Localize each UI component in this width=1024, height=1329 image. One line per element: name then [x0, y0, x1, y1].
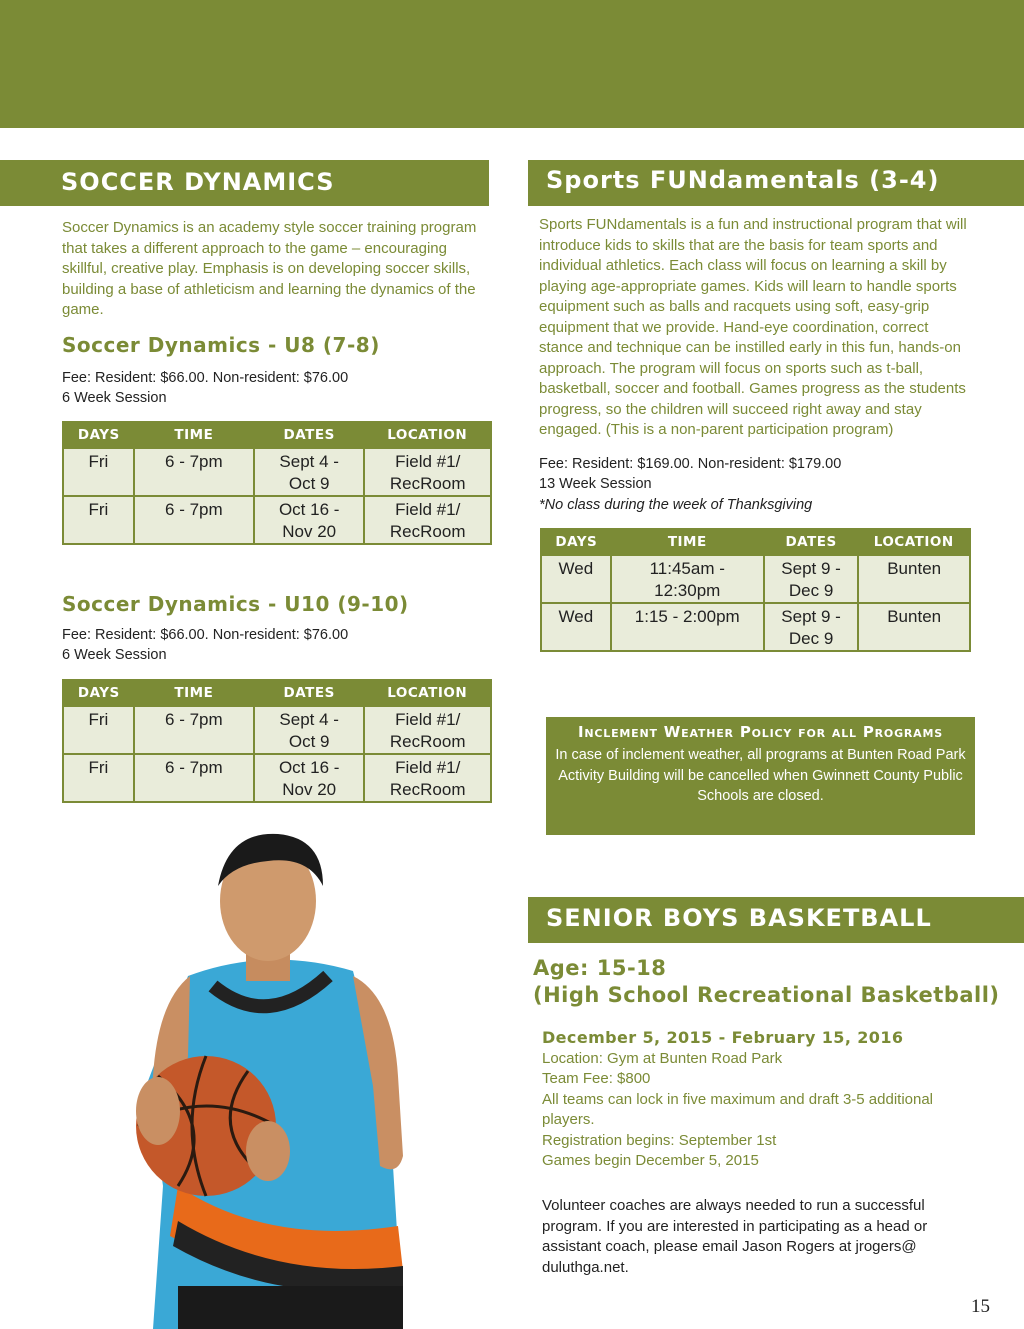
col-dates: DATES — [764, 529, 859, 555]
sports-header-text: Sports FUNdamentals (3-4) — [546, 166, 940, 194]
table-row — [541, 555, 970, 603]
cell-location: Field #1/ RecRoom — [364, 754, 491, 802]
col-location: LOCATION — [858, 529, 970, 555]
cell-dates: Sept 4 - Oct 9 — [254, 448, 364, 496]
cell-dates: Sept 9 - Dec 9 — [764, 603, 859, 651]
soccer-u8-session: 6 Week Session — [62, 390, 167, 406]
soccer-u10-session: 6 Week Session — [62, 647, 167, 663]
basketball-header — [528, 897, 1024, 943]
weather-policy-body: In case of inclement weather, all programs at Bunten Road Park Activity Building will be cancelled when Gwinnett County Public Schools are closed. — [555, 747, 966, 804]
soccer-dynamics-header — [0, 160, 489, 206]
cell-time: 11:45am - 12:30pm — [611, 555, 764, 603]
soccer-u8-table — [62, 421, 492, 545]
sports-table — [540, 528, 971, 652]
cell-dates: Oct 16 - Nov 20 — [254, 754, 364, 802]
sports-note: *No class during the week of Thanksgiving — [539, 497, 813, 513]
cell-time: 6 - 7pm — [134, 448, 254, 496]
basketball-volunteer: Volunteer coaches are always needed to run a successful program. If you are interested in participating as a head or assistant coach, please email Jason Rogers at jrogers@ duluthga.net. — [542, 1197, 928, 1276]
cell-dates: Oct 16 - Nov 20 — [254, 496, 364, 544]
cell-day: Fri — [63, 496, 134, 544]
table-header-row — [63, 422, 491, 448]
basketball-teams: All teams can lock in five maximum and draft 3-5 additional players. — [542, 1090, 934, 1128]
cell-dates: Sept 4 - Oct 9 — [254, 706, 364, 754]
soccer-header-text: SOCCER DYNAMICS — [61, 168, 335, 196]
col-days: DAYS — [63, 422, 134, 448]
page-number: 15 — [971, 1296, 990, 1317]
table-row — [63, 448, 491, 496]
cell-day: Fri — [63, 706, 134, 754]
basketball-games: Games begin December 5, 2015 — [542, 1152, 759, 1169]
col-dates: DATES — [254, 422, 364, 448]
basketball-header-text: SENIOR BOYS BASKETBALL — [546, 904, 932, 932]
weather-policy-box — [546, 717, 975, 835]
top-banner — [0, 0, 1024, 128]
basketball-fee: Team Fee: $800 — [542, 1070, 651, 1087]
cell-dates: Sept 9 - Dec 9 — [764, 555, 859, 603]
basketball-registration: Registration begins: September 1st — [542, 1131, 777, 1149]
cell-day: Wed — [541, 603, 611, 651]
cell-location: Field #1/ RecRoom — [364, 496, 491, 544]
basketball-dates: December 5, 2015 - February 15, 2016 — [542, 1028, 904, 1047]
soccer-u10-table — [62, 679, 492, 803]
soccer-u8-fee: Fee: Resident: $66.00. Non-resident: $76.00 — [62, 370, 349, 386]
sports-intro: Sports FUNdamentals is a fun and instructional program that will introduce kids to skills that are the basis for team sports and individual athletics. Each class will focus on learning a skill by playing age-appropriate games. Kids will learn to handle sports equipment such as balls and racquets using soft, easy-grip equipment that we provide. Hand-eye coordination, correct stance and technique can be instilled early in this fun, hands-on approach. The program will focus on sports such as t-ball, basketball, soccer and football. Games progress as the students progress, so the children will succeed right away and stay engaged. (This is a non-parent participation program) — [539, 216, 967, 438]
cell-day: Wed — [541, 555, 611, 603]
sports-fundamentals-header — [528, 160, 1024, 206]
soccer-u8-title: Soccer Dynamics - U8 (7-8) — [62, 333, 380, 357]
weather-policy-title: Inclement Weather Policy for all Programs — [578, 723, 943, 741]
col-dates: DATES — [254, 680, 364, 706]
table-row — [63, 706, 491, 754]
sports-session: 13 Week Session — [539, 476, 652, 492]
col-location: LOCATION — [364, 422, 491, 448]
table-header-row — [63, 680, 491, 706]
cell-time: 6 - 7pm — [134, 496, 254, 544]
basketball-age: Age: 15-18 — [533, 956, 667, 980]
cell-location: Field #1/ RecRoom — [364, 448, 491, 496]
basketball-details — [542, 1028, 962, 1172]
col-days: DAYS — [541, 529, 611, 555]
col-location: LOCATION — [364, 680, 491, 706]
col-time: TIME — [611, 529, 764, 555]
cell-time: 1:15 - 2:00pm — [611, 603, 764, 651]
soccer-u10-fee: Fee: Resident: $66.00. Non-resident: $76.00 — [62, 627, 349, 643]
cell-location: Field #1/ RecRoom — [364, 706, 491, 754]
col-days: DAYS — [63, 680, 134, 706]
cell-location: Bunten — [858, 555, 970, 603]
basketball-subtitle: (High School Recreational Basketball) — [533, 983, 1000, 1007]
cell-time: 6 - 7pm — [134, 706, 254, 754]
cell-time: 6 - 7pm — [134, 754, 254, 802]
table-row — [63, 754, 491, 802]
table-row — [63, 496, 491, 544]
soccer-u10-title: Soccer Dynamics - U10 (9-10) — [62, 592, 409, 616]
sports-fee: Fee: Resident: $169.00. Non-resident: $179.00 — [539, 456, 842, 472]
boy-with-basketball-photo — [118, 826, 418, 1329]
col-time: TIME — [134, 422, 254, 448]
cell-day: Fri — [63, 754, 134, 802]
basketball-location: Location: Gym at Bunten Road Park — [542, 1049, 783, 1067]
cell-location: Bunten — [858, 603, 970, 651]
soccer-intro: Soccer Dynamics is an academy style soccer training program that takes a different approach to the game – encouraging skillful, creative play. Emphasis is on developing soccer skills, building a base of athleticism and learning the dynamics of the game. — [62, 219, 477, 318]
cell-day: Fri — [63, 448, 134, 496]
table-row — [541, 603, 970, 651]
table-header-row — [541, 529, 970, 555]
col-time: TIME — [134, 680, 254, 706]
